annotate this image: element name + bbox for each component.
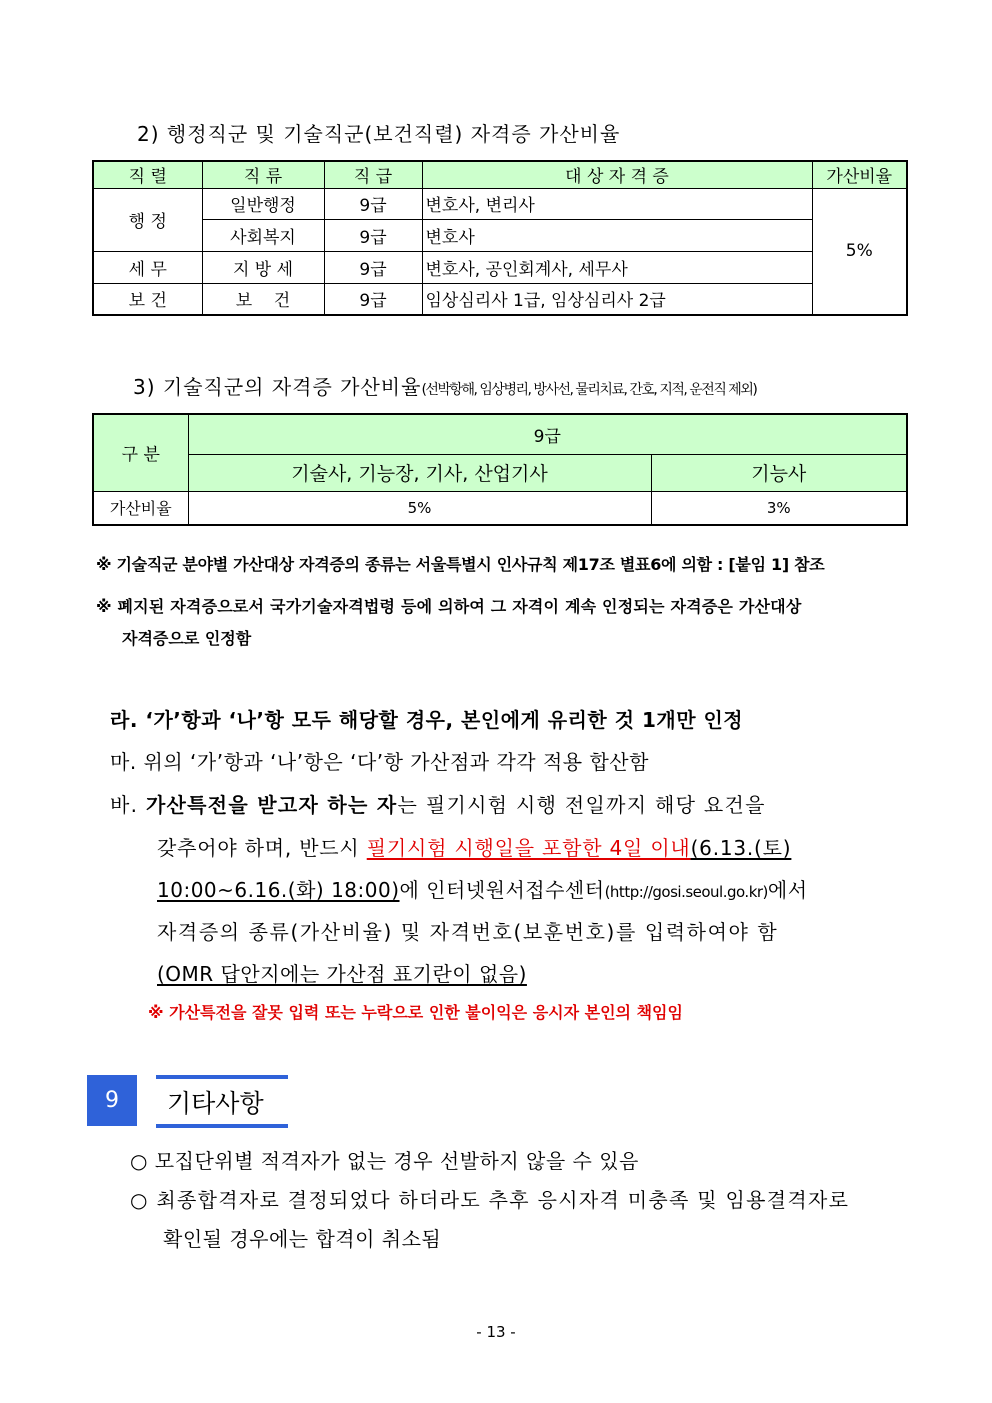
series-cell: 보 건 [93, 283, 202, 315]
rate-value-1: 5% [188, 491, 651, 525]
section3-table [92, 413, 908, 526]
item-ba-bold: 가산특전을 받고자 하는 자 [145, 793, 398, 817]
item-ba-line3-underlined: 10:00~6.16.(화) 18:00) [157, 878, 400, 902]
item-ba-line3-end: 에서 [767, 878, 808, 902]
item-ba-line5 [157, 958, 527, 987]
header-gubun: 구 분 [93, 414, 188, 491]
grade-cell: 9급 [324, 219, 422, 251]
row-label: 가산비율 [93, 491, 188, 525]
item-ba-line2 [157, 832, 791, 861]
section9-number-badge: 9 [87, 1075, 137, 1126]
page-number: - 13 - [476, 1323, 516, 1341]
header-col1: 기술사, 기능장, 기사, 산업기사 [188, 454, 651, 491]
certs-cell: 변호사 [422, 219, 812, 251]
series-cell: 세 무 [93, 251, 202, 283]
item-ba-warning: ※ 가산특전을 잘못 입력 또는 누락으로 인한 불이익은 응시자 본인의 책임임 [148, 1003, 683, 1022]
section9-bottom-rule [156, 1124, 288, 1128]
item-ra: 라. ‘가’항과 ‘나’항 모두 해당할 경우, 본인에게 유리한 것 1개만 인정 [110, 708, 744, 732]
item-ma: 마. 위의 ‘가’항과 ‘나’항은 ‘다’항 가산점과 각각 적용 합산함 [110, 750, 649, 774]
item-ba-line2-a: 갖추어야 하며, 반드시 [157, 836, 367, 860]
item-ba-line5-text: (OMR 답안지에는 가산점 표기란이 없음) [157, 962, 527, 986]
header-certs: 대 상 자 격 증 [422, 161, 812, 188]
certs-cell: 임상심리사 1급, 임상심리사 2급 [422, 283, 812, 315]
section3-title-note: (선박항해, 임상병리, 방사선, 물리치료, 간호, 지적, 운전직 제외) [421, 382, 757, 398]
rate-cell: 5% [812, 188, 907, 315]
note-1: ※ 기술직군 분야별 가산대상 자격증의 종류는 서울특별시 인사규칙 제17조 별표6에 의함 : [붙임 1] 참조 [96, 555, 825, 574]
section9-bullet-2b: 확인될 경우에는 합격이 취소됨 [163, 1227, 442, 1251]
header-series: 직 렬 [93, 161, 202, 188]
header-col2: 기능사 [651, 454, 907, 491]
grade-cell: 9급 [324, 188, 422, 219]
item-ba-rest: 는 필기시험 시행 전일까지 해당 요건을 [397, 793, 766, 817]
series-cell: 행 정 [93, 188, 202, 251]
item-ba-line3 [157, 874, 808, 903]
subtype-cell: 지 방 세 [202, 251, 324, 283]
item-ba-line2-red: 필기시험 시행일을 포함한 4일 이내 [366, 836, 691, 860]
grade-cell: 9급 [324, 283, 422, 315]
note-2a: ※ 폐지된 자격증으로서 국가기술자격법령 등에 의하여 그 자격이 계속 인정되는 자격증은 가산대상 [96, 597, 802, 616]
header-grade: 직 급 [324, 161, 422, 188]
grade-cell: 9급 [324, 251, 422, 283]
section3-title: 3) 기술직군의 자격증 가산비율 [133, 375, 422, 399]
subtype-cell: 일반행정 [202, 188, 324, 219]
section9-top-rule [156, 1075, 288, 1079]
header-rate: 가산비율 [812, 161, 907, 188]
item-ba-prefix: 바. [110, 793, 146, 817]
section3-heading [133, 371, 756, 400]
item-ba-line2-b: (6.13.(토) [690, 836, 792, 860]
certs-cell: 변호사, 공인회계사, 세무사 [422, 251, 812, 283]
item-ba-line1 [110, 789, 766, 818]
section9-bullet-1: ○ 모집단위별 적격자가 없는 경우 선발하지 않을 수 있음 [130, 1149, 639, 1173]
section9-title: 기타사항 [167, 1089, 264, 1118]
header-grade9: 9급 [188, 414, 907, 454]
certs-cell: 변호사, 변리사 [422, 188, 812, 219]
item-ba-url: (http://gosi.seoul.go.kr) [604, 883, 768, 901]
section2-title: 2) 행정직군 및 기술직군(보건직렬) 자격증 가산비율 [137, 122, 621, 146]
note-2b: 자격증으로 인정함 [122, 629, 252, 648]
item-ba-line3-rest: 에 인터넷원서접수센터 [399, 878, 605, 902]
header-subtype: 직 류 [202, 161, 324, 188]
rate-value-2: 3% [651, 491, 907, 525]
section2-table [92, 160, 908, 316]
item-ba-line4: 자격증의 종류(가산비율) 및 자격번호(보훈번호)를 입력하여야 함 [157, 920, 779, 944]
subtype-cell: 사회복지 [202, 219, 324, 251]
subtype-cell: 보 건 [202, 283, 324, 315]
section9-bullet-2a: ○ 최종합격자로 결정되었다 하더라도 추후 응시자격 미충족 및 임용결격자로 [130, 1188, 850, 1212]
